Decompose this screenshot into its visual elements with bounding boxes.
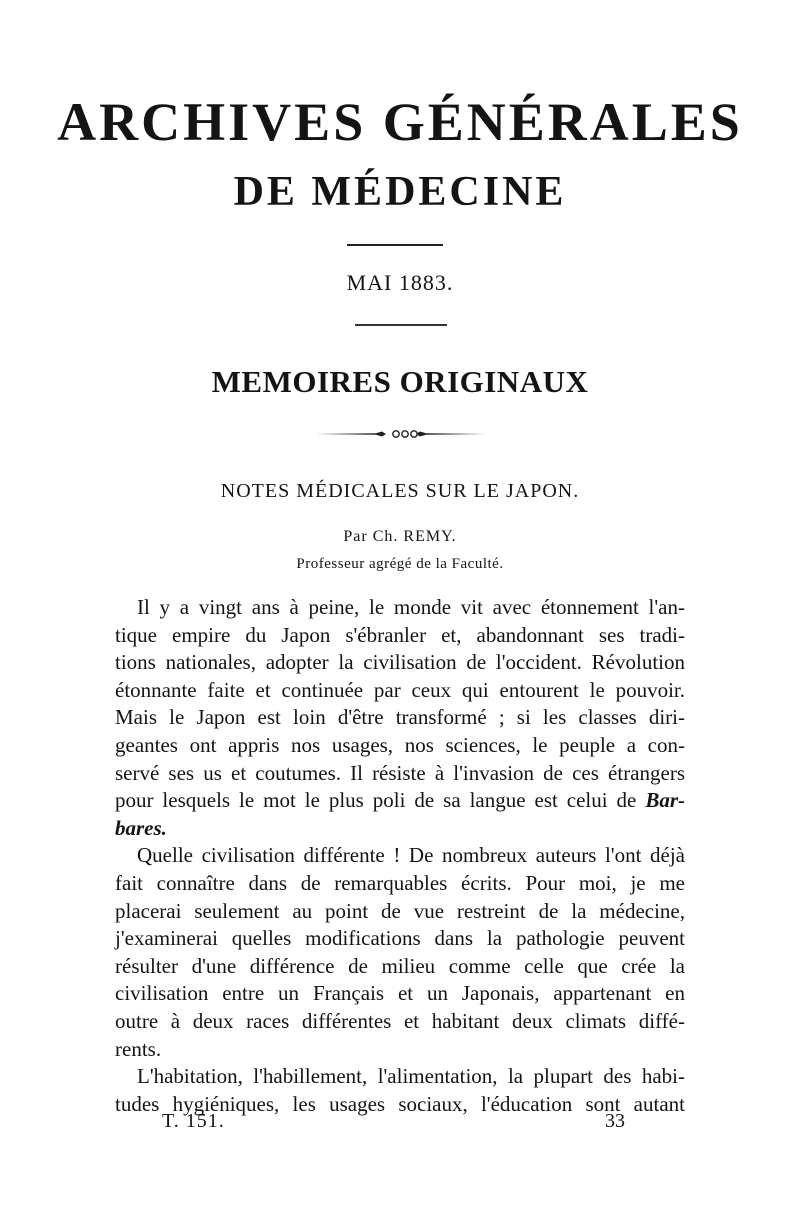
body-line: placerai seulement au point de vue restreint de la médecine,	[115, 898, 685, 923]
body-line: geantes ont appris nos usages, nos sciences, le peuple a con-	[115, 732, 685, 757]
issue-date: MAI 1883.	[346, 270, 454, 295]
volume-number: T. 151.	[162, 1110, 225, 1132]
body-line: servé ses us et coutumes. Il résiste à l'invasion de ces étrangers	[115, 760, 685, 785]
body-text: pour lesquels le mot le plus poli de sa langue est celui de	[115, 788, 637, 813]
article-title: NOTES MÉDICALES SUR LE JAPON.	[220, 480, 580, 502]
section-heading: MEMOIRES ORIGINAUX	[211, 364, 589, 399]
body-line: Mais le Japon est loin d'être transformé ; si les classes diri-	[115, 705, 685, 730]
body-line: rents.	[115, 1036, 162, 1061]
journal-title-line2: DE MÉDECINE	[233, 169, 567, 215]
body-line: Il y a vingt ans à peine, le monde vit avec étonnement l'an-	[137, 595, 685, 619]
body-line: tudes hygiéniques, les usages sociaux, l'éducation sont autant	[115, 1091, 685, 1116]
body-line: L'habitation, l'habillement, l'alimentation, la plupart des habi-	[137, 1064, 685, 1089]
article-body	[115, 594, 685, 1118]
divider-rule	[355, 324, 447, 326]
body-line: Quelle civilisation différente ! De nombreux auteurs l'ont déjà	[137, 843, 685, 868]
emphasis-text: Bar-	[645, 788, 686, 813]
page-number: 33	[605, 1110, 625, 1132]
ornament-divider	[316, 426, 486, 442]
body-line: fait connaître dans de remarquables écrits. Pour moi, je me	[115, 870, 685, 895]
journal-title-line1: ARCHIVES GÉNÉRALES	[57, 92, 743, 152]
author-affiliation: Professeur agrégé de la Faculté.	[296, 556, 504, 572]
body-line: tions nationales, adopter la civilisation de l'occident. Révolution	[115, 650, 685, 675]
body-line: j'examinerai quelles modifications dans la pathologie peuvent	[115, 926, 685, 951]
divider-rule	[347, 244, 443, 246]
body-line	[115, 787, 685, 815]
article-author: Par Ch. REMY.	[343, 528, 457, 545]
body-line: étonnante faite et continuée par ceux qui entourent le pouvoir.	[115, 677, 685, 702]
body-line: outre à deux races différentes et habitant deux climats diffé-	[115, 1008, 685, 1033]
body-line	[115, 815, 685, 843]
body-line: tique empire du Japon s'ébranler et, abandonnant ses tradi-	[115, 622, 685, 647]
body-line: résulter d'une différence de milieu comme celle que crée la	[115, 953, 685, 978]
emphasis-text: bares.	[115, 815, 167, 840]
body-line: civilisation entre un Français et un Japonais, appartenant en	[115, 981, 685, 1006]
